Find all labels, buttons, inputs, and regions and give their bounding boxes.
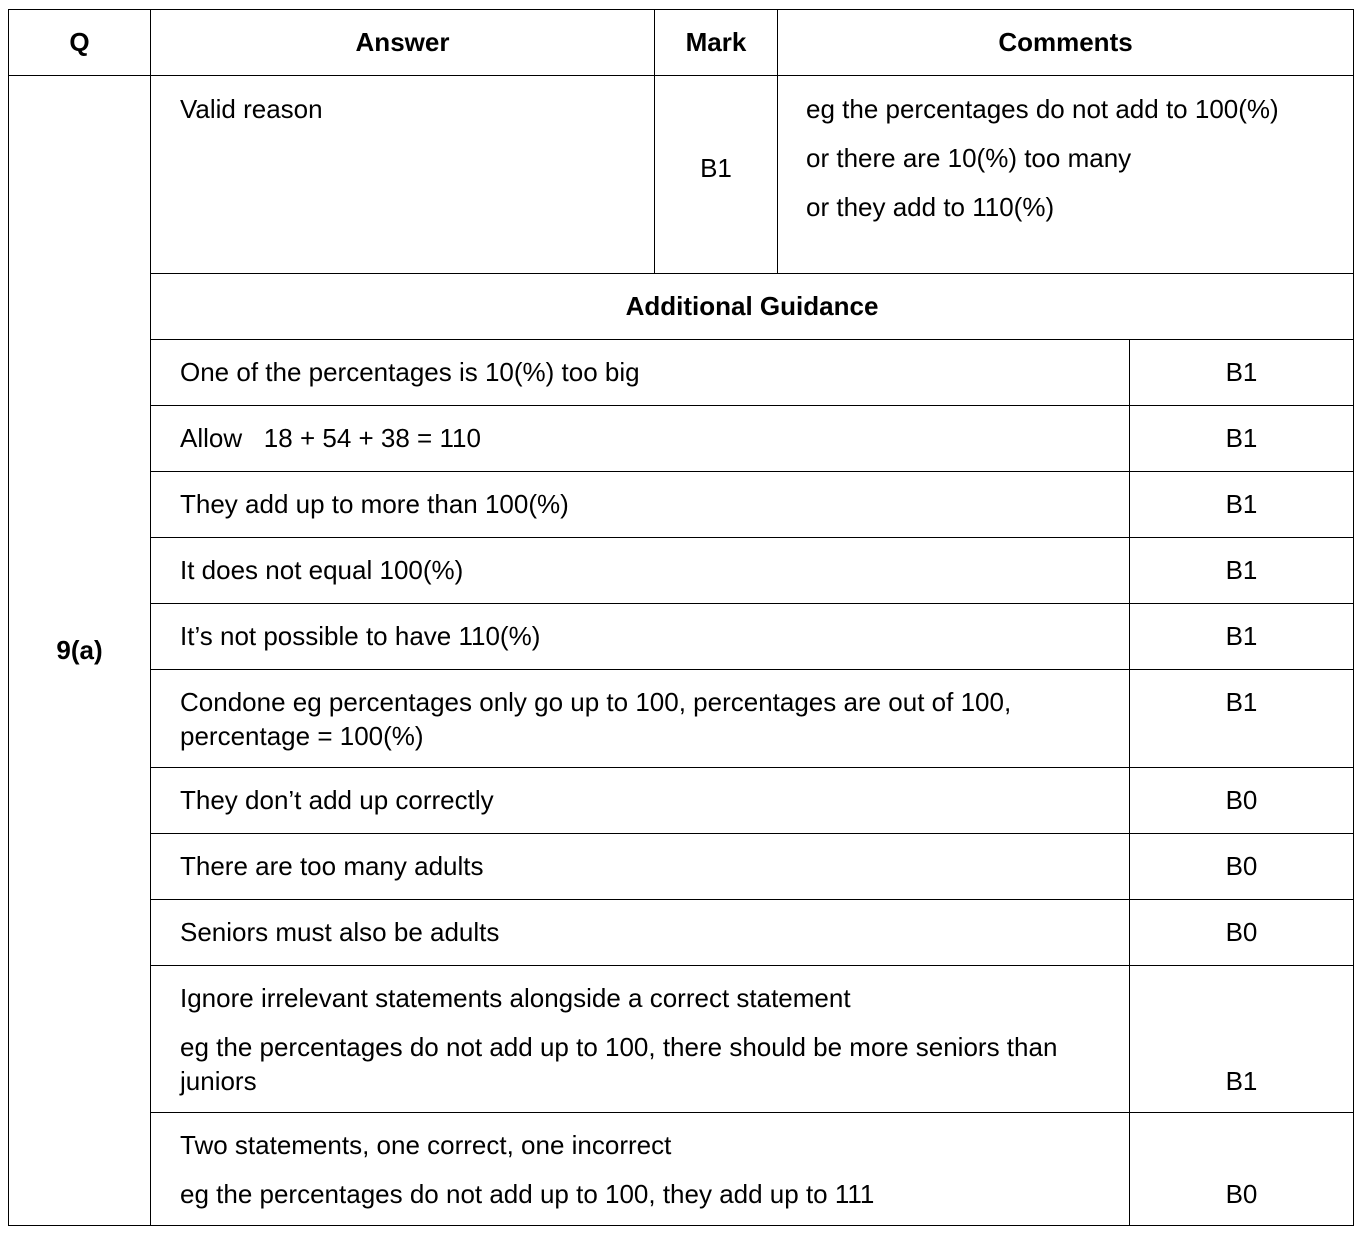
guidance-text [151,472,1130,538]
guidance-line: They don’t add up correctly [180,785,494,815]
guidance-title-row [9,274,1354,340]
guidance-row [9,966,1354,1113]
guidance-mark: B1 [1130,538,1354,604]
guidance-mark: B0 [1130,768,1354,834]
guidance-line: Allow 18 + 54 + 38 = 110 [180,423,481,453]
guidance-text [151,604,1130,670]
guidance-row [9,406,1354,472]
guidance-mark: B1 [1130,472,1354,538]
guidance-line: Condone eg percentages only go up to 100, percentages are out of 100, percentage = 100(%) [180,687,1012,751]
guidance-line: It’s not possible to have 110(%) [180,621,541,651]
guidance-text [151,768,1130,834]
guidance-text [151,966,1130,1113]
answer-mark: B1 [655,76,778,274]
header-mark: Mark [655,10,778,76]
comment-line: eg the percentages do not add to 100(%) [806,94,1279,124]
guidance-text [151,900,1130,966]
guidance-row [9,1113,1354,1226]
guidance-row [9,340,1354,406]
guidance-line: eg the percentages do not add up to 100, they add up to 111 [180,1179,875,1209]
question-number: 9(a) [9,76,151,1226]
guidance-mark: B0 [1130,1113,1354,1226]
guidance-title: Additional Guidance [151,274,1354,340]
guidance-line: One of the percentages is 10(%) too big [180,357,640,387]
guidance-text [151,1113,1130,1226]
guidance-row [9,834,1354,900]
guidance-mark: B1 [1130,340,1354,406]
guidance-row [9,472,1354,538]
guidance-text [151,406,1130,472]
answer-text: Valid reason [151,76,655,274]
guidance-mark: B1 [1130,966,1354,1113]
guidance-row [9,670,1354,768]
guidance-line: There are too many adults [180,851,484,881]
header-answer: Answer [151,10,655,76]
mark-scheme-table [8,9,1354,1226]
comment-line: or they add to 110(%) [806,192,1055,222]
guidance-line: It does not equal 100(%) [180,555,464,585]
guidance-line: Two statements, one correct, one incorrect [180,1130,672,1160]
answer-comments [778,76,1354,274]
guidance-mark: B0 [1130,900,1354,966]
guidance-mark: B1 [1130,670,1354,768]
guidance-text [151,670,1130,768]
header-q: Q [9,10,151,76]
guidance-text [151,538,1130,604]
guidance-line: They add up to more than 100(%) [180,489,569,519]
guidance-row [9,538,1354,604]
guidance-row [9,900,1354,966]
header-row [9,10,1354,76]
guidance-line: Seniors must also be adults [180,917,500,947]
guidance-mark: B0 [1130,834,1354,900]
guidance-mark: B1 [1130,406,1354,472]
guidance-mark: B1 [1130,604,1354,670]
guidance-text [151,340,1130,406]
comment-line: or there are 10(%) too many [806,143,1132,173]
guidance-row [9,768,1354,834]
guidance-line: Ignore irrelevant statements alongside a correct statement [180,983,851,1013]
guidance-line: eg the percentages do not add up to 100, there should be more seniors than juniors [180,1032,1058,1096]
guidance-row [9,604,1354,670]
answer-row [9,76,1354,274]
header-comments: Comments [778,10,1354,76]
guidance-text [151,834,1130,900]
